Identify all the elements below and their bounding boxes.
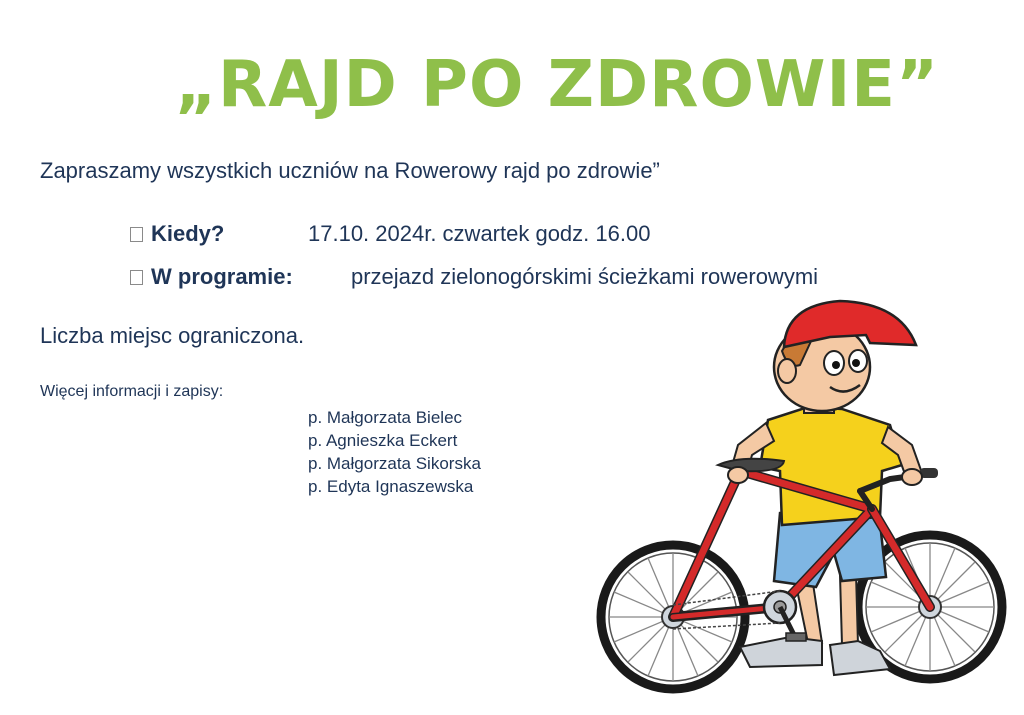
detail-value: przejazd zielonogórskimi ścieżkami rowerowymi bbox=[351, 264, 819, 289]
legs-icon bbox=[740, 573, 890, 675]
boy-with-bicycle-illustration bbox=[590, 295, 1020, 715]
contact-item: p. Agnieszka Eckert bbox=[308, 431, 458, 450]
detail-label: Kiedy? bbox=[151, 221, 225, 246]
checkbox-bullet-icon bbox=[130, 227, 143, 242]
invitation-text: Zapraszamy wszystkich uczniów na Rowerowy rajd po zdrowie” bbox=[40, 158, 660, 183]
contact-item: p. Małgorzata Bielec bbox=[308, 408, 463, 427]
detail-program bbox=[130, 264, 818, 290]
poster-title: „RAJD PO ZDROWIE” bbox=[174, 48, 940, 122]
detail-value: 17.10. 2024r. czwartek godz. 16.00 bbox=[308, 221, 651, 246]
contact-item: p. Małgorzata Sikorska bbox=[308, 454, 481, 473]
contact-item: p. Edyta Ignaszewska bbox=[308, 477, 474, 496]
detail-label: W programie: bbox=[151, 264, 293, 289]
checkbox-bullet-icon bbox=[130, 270, 143, 285]
limited-places-note: Liczba miejsc ograniczona. bbox=[40, 323, 305, 348]
contact-list bbox=[308, 406, 481, 498]
bicycle-seat-icon bbox=[718, 459, 784, 472]
more-info-label: Więcej informacji i zapisy: bbox=[40, 383, 224, 400]
detail-when bbox=[130, 221, 650, 247]
